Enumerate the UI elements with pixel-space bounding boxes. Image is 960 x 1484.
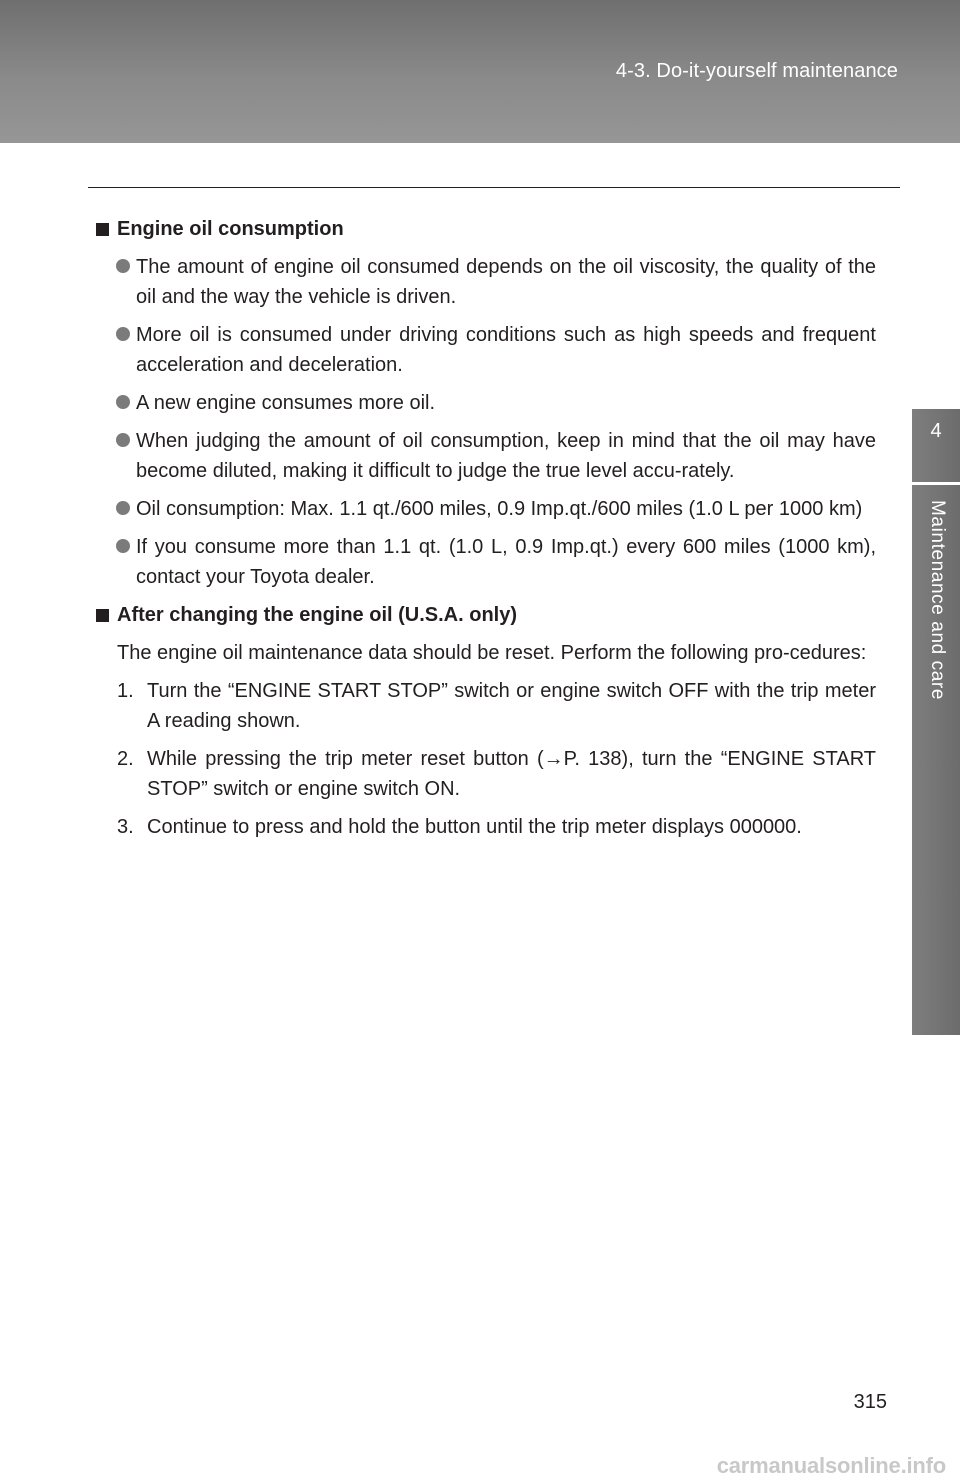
page-number: 315 — [853, 1391, 887, 1413]
bullet-item: The amount of engine oil consumed depends on the oil viscosity, the quality of the oil and the way the vehicle is driven. — [96, 252, 876, 312]
step-number: 1. — [117, 680, 134, 702]
body-paragraph: The engine oil maintenance data should be reset. Perform the following pro-cedures: — [117, 642, 867, 664]
circle-bullet-icon — [116, 395, 130, 409]
step-text: While pressing the trip meter reset button (→P. 138), turn the “ENGINE START STOP” switch or engine switch ON. — [147, 748, 876, 800]
circle-bullet-icon — [116, 433, 130, 447]
square-bullet-icon — [96, 609, 109, 622]
section-heading-oil-consumption: Engine oil consumption — [96, 214, 876, 244]
bullet-item: Oil consumption: Max. 1.1 qt./600 miles, 0.9 Imp.qt./600 miles (1.0 L per 1000 km) — [96, 494, 876, 524]
section-heading-after-oil-change: After changing the engine oil (U.S.A. only) — [96, 600, 876, 630]
section-title: 4-3. Do-it-yourself maintenance — [615, 60, 898, 82]
step-text: Turn the “ENGINE START STOP” switch or engine switch OFF with the trip meter A reading shown. — [147, 680, 876, 732]
page-content — [96, 214, 876, 850]
step-text: Continue to press and hold the button until the trip meter displays 000000. — [147, 816, 802, 838]
circle-bullet-icon — [116, 501, 130, 515]
header-rule — [88, 187, 900, 188]
circle-bullet-icon — [116, 539, 130, 553]
bullet-item: If you consume more than 1.1 qt. (1.0 L, 0.9 Imp.qt.) every 600 miles (1000 km), contact your Toyota dealer. — [96, 532, 876, 592]
step-number: 2. — [117, 748, 134, 770]
chapter-label: Maintenance and care — [927, 500, 948, 701]
bullet-item: More oil is consumed under driving conditions such as high speeds and frequent acceleration and deceleration. — [96, 320, 876, 380]
bullet-item: A new engine consumes more oil. — [96, 388, 876, 418]
circle-bullet-icon — [116, 259, 130, 273]
watermark-link[interactable]: carmanualsonline.info — [716, 1453, 946, 1478]
step-number: 3. — [117, 816, 134, 838]
chapter-number: 4 — [930, 420, 942, 442]
header-band — [0, 0, 960, 143]
square-bullet-icon — [96, 223, 109, 236]
bullet-item: When judging the amount of oil consumption, keep in mind that the oil may have become diluted, making it difficult to judge the true level accu-rately. — [96, 426, 876, 486]
step-item — [96, 812, 876, 842]
step-item — [96, 676, 876, 736]
chapter-tab-divider — [912, 482, 960, 485]
circle-bullet-icon — [116, 327, 130, 341]
step-item — [96, 744, 876, 804]
